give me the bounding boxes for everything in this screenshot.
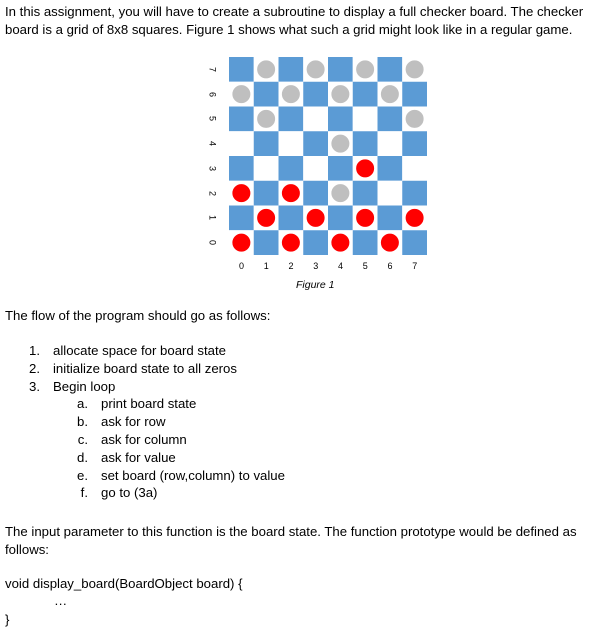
- board-square: [353, 230, 378, 255]
- board-square: [378, 57, 403, 82]
- board-square: [279, 131, 304, 156]
- board-square: [229, 107, 254, 132]
- gray-piece: [405, 109, 424, 128]
- flow-intro: The flow of the program should go as follows:: [5, 308, 271, 323]
- substep-text: print board state: [101, 396, 197, 412]
- substep-item: [0, 395, 285, 413]
- board-square: [328, 57, 353, 82]
- red-piece: [281, 233, 300, 252]
- step-item: [0, 378, 285, 396]
- board-square: [378, 181, 403, 206]
- board-square: [279, 206, 304, 231]
- board-square: [402, 181, 427, 206]
- y-axis-label: 7: [207, 66, 218, 72]
- closing-brace: }: [5, 612, 10, 627]
- step-item: [0, 342, 285, 360]
- board-square: [229, 156, 254, 181]
- board-square: [303, 107, 328, 132]
- board-square: [279, 57, 304, 82]
- red-piece: [306, 208, 325, 227]
- board-square: [229, 206, 254, 231]
- code-ellipsis: …: [54, 593, 68, 608]
- board-square: [353, 131, 378, 156]
- x-axis-label: 0: [238, 261, 244, 271]
- board-square: [353, 181, 378, 206]
- board-square: [328, 206, 353, 231]
- y-axis-label: 6: [207, 91, 218, 97]
- gray-piece: [356, 60, 375, 79]
- board-square: [378, 107, 403, 132]
- gray-piece: [331, 134, 350, 153]
- board-square: [402, 156, 427, 181]
- substep-letter: c.: [77, 431, 88, 447]
- gray-piece: [257, 109, 276, 128]
- board-square: [254, 181, 279, 206]
- board-square: [402, 230, 427, 255]
- step-text: Begin loop: [53, 378, 116, 394]
- board-square: [279, 107, 304, 132]
- function-signature: void display_board(BoardObject board) {: [5, 576, 243, 591]
- board-square: [254, 230, 279, 255]
- substep-text: ask for row: [101, 414, 166, 430]
- red-piece: [232, 184, 251, 203]
- x-axis-label: 1: [263, 261, 269, 271]
- red-piece: [232, 233, 251, 252]
- gray-piece: [281, 85, 300, 104]
- substep-text: ask for value: [101, 449, 176, 465]
- y-axis-label: 4: [207, 141, 218, 147]
- substep-item: [0, 467, 285, 485]
- board-square: [328, 107, 353, 132]
- step-list: [0, 342, 285, 502]
- figure-caption: Figure 1: [296, 279, 335, 291]
- step-number: 2.: [29, 360, 40, 376]
- substep-letter: a.: [77, 396, 88, 412]
- checker-board: [229, 57, 427, 255]
- substep-item: [0, 484, 285, 502]
- step-item: [0, 360, 285, 378]
- x-axis-label: 6: [387, 261, 393, 271]
- board-square: [254, 156, 279, 181]
- board-square: [229, 57, 254, 82]
- gray-piece: [331, 184, 350, 203]
- board-square: [402, 82, 427, 107]
- board-square: [303, 156, 328, 181]
- board-square: [279, 156, 304, 181]
- board-square: [303, 82, 328, 107]
- board-square: [303, 181, 328, 206]
- substep-text: go to (3a): [101, 485, 158, 501]
- substep-letter: b.: [77, 414, 88, 430]
- board-square: [254, 131, 279, 156]
- x-axis-label: 7: [412, 261, 418, 271]
- board-square: [353, 107, 378, 132]
- step-number: 1.: [29, 343, 40, 358]
- y-axis-label: 1: [207, 215, 218, 221]
- board-square: [303, 131, 328, 156]
- gray-piece: [380, 85, 399, 104]
- y-axis-label: 5: [207, 116, 218, 122]
- substep-text: ask for column: [101, 431, 187, 447]
- board-square: [378, 156, 403, 181]
- substep-text: set board (row,column) to value: [101, 467, 285, 483]
- substep-item: [0, 449, 285, 467]
- step-text: initialize board state to all zeros: [53, 360, 237, 376]
- red-piece: [331, 233, 350, 252]
- gray-piece: [405, 60, 424, 79]
- substep-letter: d.: [77, 449, 88, 465]
- substep-item: [0, 431, 285, 449]
- board-square: [328, 156, 353, 181]
- y-axis-label: 2: [207, 190, 218, 196]
- red-piece: [356, 208, 375, 227]
- board-square: [303, 230, 328, 255]
- red-piece: [257, 208, 276, 227]
- x-axis-label: 2: [288, 261, 294, 271]
- board-square: [254, 82, 279, 107]
- x-axis-label: 5: [362, 261, 368, 271]
- gray-piece: [232, 85, 251, 104]
- red-piece: [380, 233, 399, 252]
- param-paragraph: The input parameter to this function is the board state. The function prototype would be defined as follows:: [5, 524, 577, 557]
- board-square: [402, 131, 427, 156]
- substep-item: [0, 413, 285, 431]
- substep-letter: e.: [77, 467, 88, 483]
- intro-paragraph: In this assignment, you will have to create a subroutine to display a full checker board. The checker board is a grid of 8x8 squares. Figure 1 shows what such a grid might look like in a regular game.: [5, 4, 584, 37]
- x-axis-label: 3: [313, 261, 319, 271]
- board-square: [378, 206, 403, 231]
- gray-piece: [257, 60, 276, 79]
- substep-letter: f.: [80, 485, 88, 501]
- step-text: allocate space for board state: [53, 343, 227, 358]
- board-square: [229, 131, 254, 156]
- y-axis-label: 0: [207, 240, 218, 246]
- red-piece: [356, 159, 375, 178]
- x-axis-label: 4: [337, 261, 343, 271]
- y-axis-label: 3: [207, 165, 218, 171]
- red-piece: [281, 184, 300, 203]
- board-square: [378, 131, 403, 156]
- red-piece: [405, 208, 424, 227]
- board-square: [353, 82, 378, 107]
- step-number: 3.: [29, 378, 40, 394]
- gray-piece: [331, 85, 350, 104]
- gray-piece: [306, 60, 325, 79]
